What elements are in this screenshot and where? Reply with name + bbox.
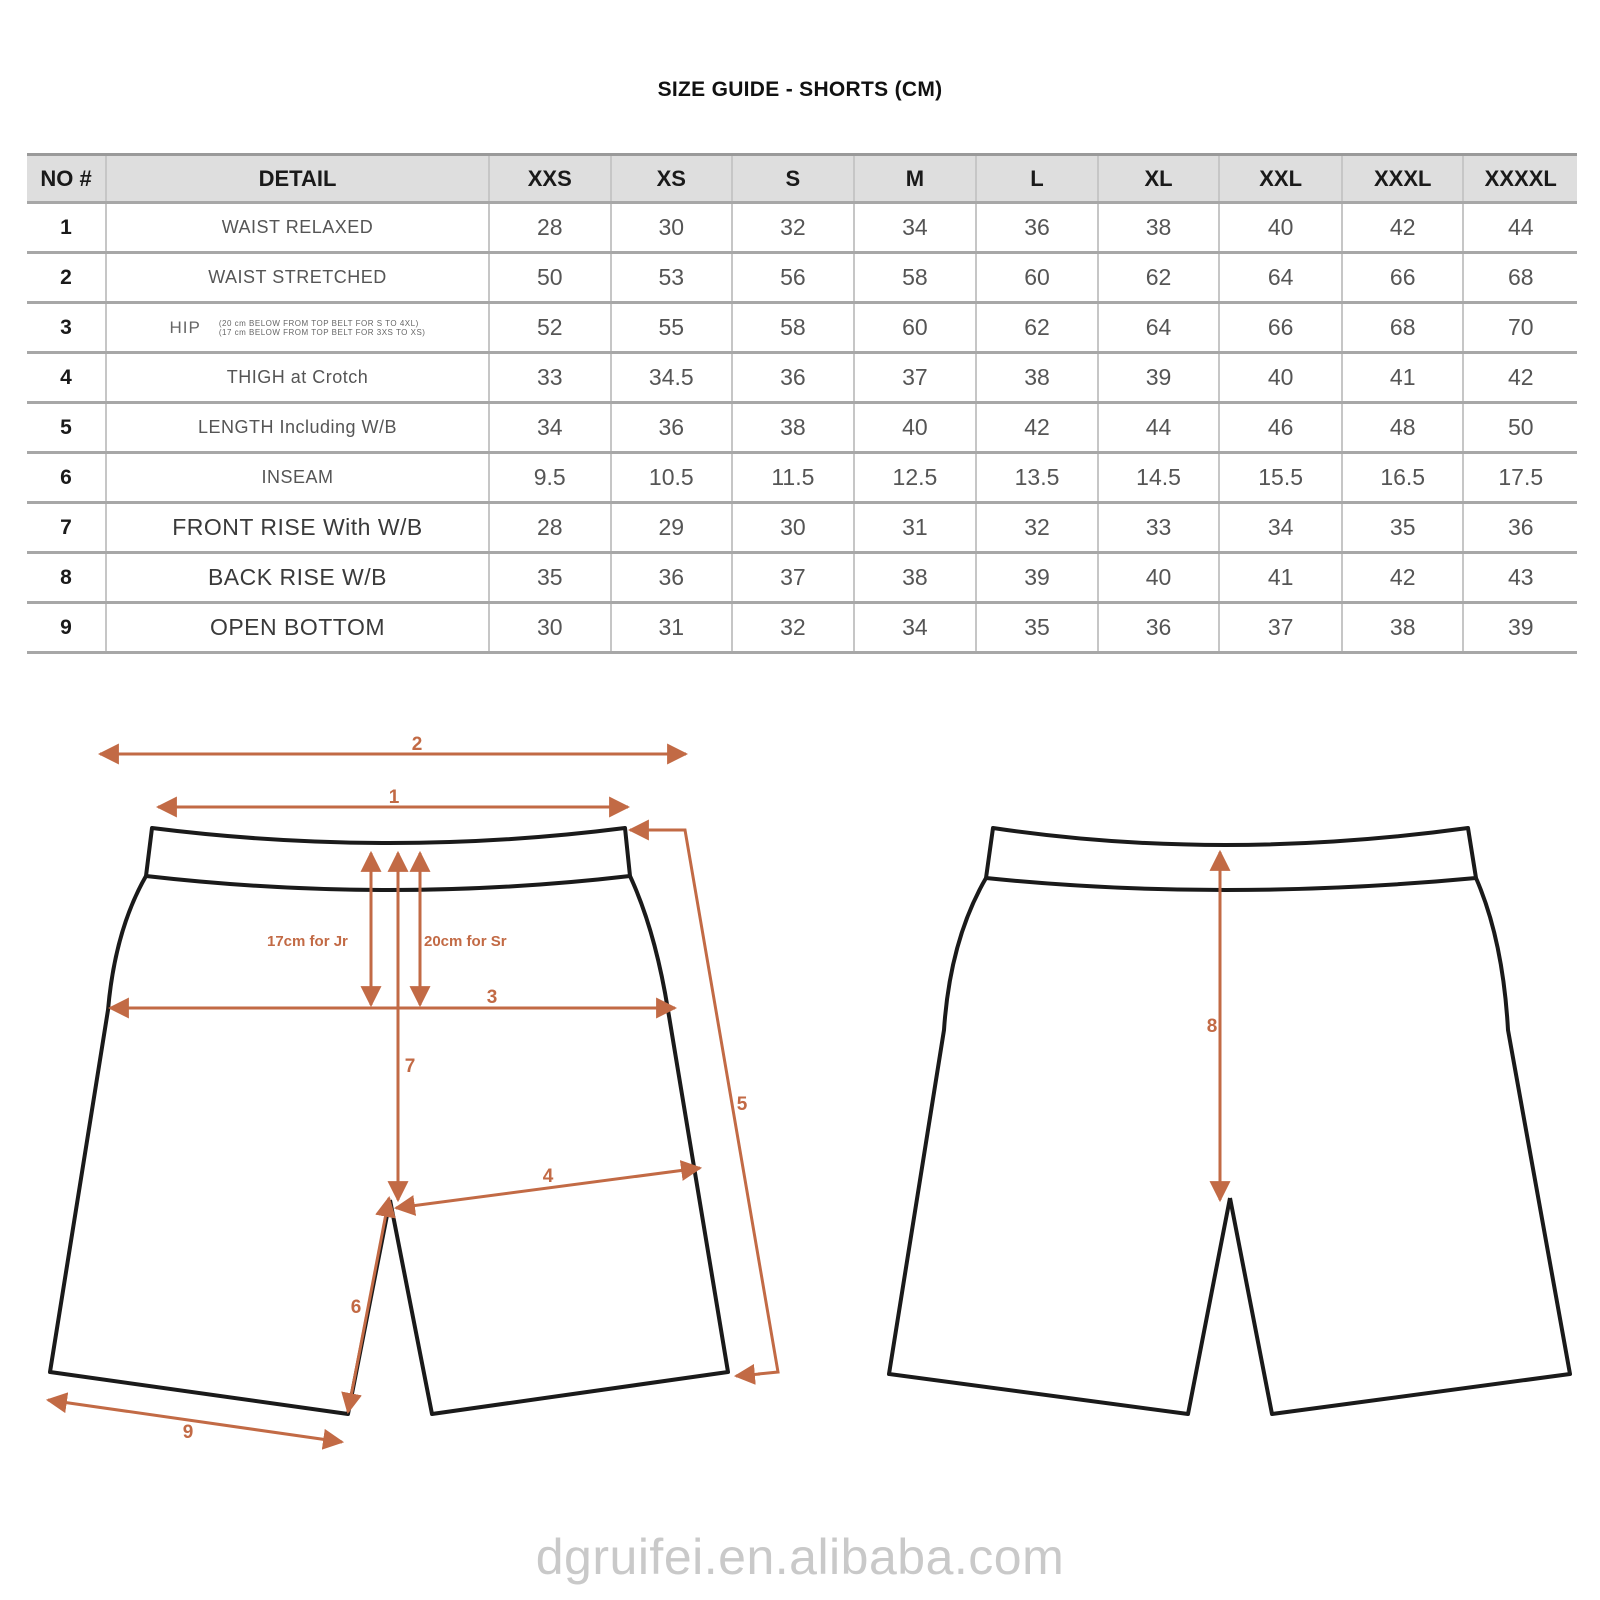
measurement-value: 64 <box>1098 303 1220 353</box>
measurement-value: 58 <box>854 253 977 303</box>
front-right-leg <box>390 876 728 1414</box>
measurement-value: 52 <box>489 303 611 353</box>
measurement-value: 9.5 <box>489 453 611 503</box>
back-shorts-outline <box>889 828 1570 1414</box>
header-size: XL <box>1098 155 1220 203</box>
measurement-value: 36 <box>732 353 854 403</box>
detail-cell: INSEAM <box>106 453 489 503</box>
row-number: 7 <box>27 503 106 553</box>
measurement-value: 33 <box>1098 503 1220 553</box>
measurement-value: 37 <box>1219 603 1342 653</box>
watermark: dgruifei.en.alibaba.com <box>535 1529 1065 1585</box>
front-shorts-outline <box>50 828 728 1414</box>
row-number: 9 <box>27 603 106 653</box>
measurement-value: 35 <box>976 603 1098 653</box>
measurement-value: 34 <box>1219 503 1342 553</box>
measurement-value: 60 <box>976 253 1098 303</box>
measurement-value: 38 <box>1342 603 1464 653</box>
label-7: 7 <box>404 1056 416 1077</box>
label-6: 6 <box>350 1297 362 1318</box>
detail-cell: THIGH at Crotch <box>106 353 489 403</box>
measurement-value: 36 <box>611 553 733 603</box>
measurement-value: 40 <box>1098 553 1220 603</box>
measurement-value: 38 <box>976 353 1098 403</box>
header-size: XXXXL <box>1463 155 1577 203</box>
measurement-value: 36 <box>1463 503 1577 553</box>
detail-cell: LENGTH Including W/B <box>106 403 489 453</box>
measurement-value: 68 <box>1342 303 1464 353</box>
hip-note-senior: (20 cm BELOW FROM TOP BELT FOR S TO 4XL) <box>218 318 419 328</box>
measurement-value: 62 <box>976 303 1098 353</box>
measurement-value: 64 <box>1219 253 1342 303</box>
measurement-value: 30 <box>732 503 854 553</box>
measurement-value: 39 <box>1463 603 1577 653</box>
row-number: 6 <box>27 453 106 503</box>
measurement-value: 36 <box>1098 603 1220 653</box>
measurement-value: 32 <box>732 203 854 253</box>
row-number: 2 <box>27 253 106 303</box>
hip-label: HIP <box>169 317 201 337</box>
measurement-value: 42 <box>976 403 1098 453</box>
row-number: 3 <box>27 303 106 353</box>
measurement-value: 40 <box>854 403 977 453</box>
header-size: XS <box>611 155 733 203</box>
detail-cell: OPEN BOTTOM <box>106 603 489 653</box>
measurement-value: 50 <box>1463 403 1577 453</box>
detail-cell: WAIST RELAXED <box>106 203 489 253</box>
measurement-value: 42 <box>1342 203 1464 253</box>
label-3: 3 <box>486 987 498 1008</box>
measurement-value: 15.5 <box>1219 453 1342 503</box>
measurement-value: 17.5 <box>1463 453 1577 503</box>
senior-rise-note: 20cm for Sr <box>424 933 507 950</box>
measurement-value: 42 <box>1463 353 1577 403</box>
measurement-value: 39 <box>1098 353 1220 403</box>
arrow-5-bottom-head <box>736 1374 760 1376</box>
measurement-value: 16.5 <box>1342 453 1464 503</box>
junior-rise-note: 17cm for Jr <box>267 933 348 950</box>
measurement-value: 39 <box>976 553 1098 603</box>
measurement-value: 32 <box>732 603 854 653</box>
measurement-value: 31 <box>611 603 733 653</box>
arrow-5-length <box>630 830 778 1374</box>
measurement-value: 38 <box>1098 203 1220 253</box>
measurement-value: 28 <box>489 503 611 553</box>
header-size: XXS <box>489 155 611 203</box>
measurement-value: 48 <box>1342 403 1464 453</box>
label-8: 8 <box>1206 1016 1218 1037</box>
measurement-value: 35 <box>1342 503 1464 553</box>
header-size: XXXL <box>1342 155 1464 203</box>
label-5: 5 <box>736 1094 748 1115</box>
measurement-value: 40 <box>1219 353 1342 403</box>
measurement-value: 62 <box>1098 253 1220 303</box>
measurement-value: 68 <box>1463 253 1577 303</box>
row-number: 5 <box>27 403 106 453</box>
measurement-value: 58 <box>732 303 854 353</box>
measurement-value: 66 <box>1342 253 1464 303</box>
measurement-value: 28 <box>489 203 611 253</box>
front-waistband <box>146 828 630 890</box>
back-right-leg <box>1230 878 1570 1414</box>
measurement-value: 34 <box>854 203 977 253</box>
back-waistband <box>986 828 1476 890</box>
measurement-value: 50 <box>489 253 611 303</box>
measurement-value: 29 <box>611 503 733 553</box>
measurement-value: 30 <box>611 203 733 253</box>
row-number: 4 <box>27 353 106 403</box>
header-size: XXL <box>1219 155 1342 203</box>
row-number: 8 <box>27 553 106 603</box>
label-4: 4 <box>542 1166 554 1187</box>
measurement-value: 31 <box>854 503 977 553</box>
measurement-value: 42 <box>1342 553 1464 603</box>
label-9: 9 <box>182 1422 194 1443</box>
measurement-value: 70 <box>1463 303 1577 353</box>
front-left-leg <box>50 876 390 1414</box>
measurement-value: 34 <box>489 403 611 453</box>
label-2: 2 <box>411 734 423 755</box>
hip-note-junior: (17 cm BELOW FROM TOP BELT FOR 3XS TO XS) <box>218 327 426 337</box>
measurement-value: 55 <box>611 303 733 353</box>
measurement-value: 36 <box>976 203 1098 253</box>
header-no: NO # <box>27 155 106 203</box>
measurement-value: 34.5 <box>611 353 733 403</box>
measurement-value: 37 <box>732 553 854 603</box>
measurement-value: 41 <box>1342 353 1464 403</box>
measurement-value: 60 <box>854 303 977 353</box>
header-size: M <box>854 155 977 203</box>
header-size: S <box>732 155 854 203</box>
measurement-value: 46 <box>1219 403 1342 453</box>
measurement-value: 34 <box>854 603 977 653</box>
detail-cell: BACK RISE W/B <box>106 553 489 603</box>
measurement-value: 40 <box>1219 203 1342 253</box>
measurement-value: 44 <box>1463 203 1577 253</box>
measurement-value: 37 <box>854 353 977 403</box>
measurement-value: 36 <box>611 403 733 453</box>
back-left-leg <box>889 878 1230 1414</box>
measurement-value: 35 <box>489 553 611 603</box>
label-1: 1 <box>388 787 400 808</box>
row-number: 1 <box>27 203 106 253</box>
measurement-value: 43 <box>1463 553 1577 603</box>
measurement-value: 44 <box>1098 403 1220 453</box>
measurement-value: 30 <box>489 603 611 653</box>
measurement-value: 13.5 <box>976 453 1098 503</box>
measurement-value: 12.5 <box>854 453 977 503</box>
measurement-value: 66 <box>1219 303 1342 353</box>
measurement-value: 33 <box>489 353 611 403</box>
measurement-value: 41 <box>1219 553 1342 603</box>
measurement-value: 32 <box>976 503 1098 553</box>
header-detail: DETAIL <box>106 155 489 203</box>
header-size: L <box>976 155 1098 203</box>
measurement-value: 38 <box>732 403 854 453</box>
measurement-value: 11.5 <box>732 453 854 503</box>
measurement-value: 14.5 <box>1098 453 1220 503</box>
measurement-value: 56 <box>732 253 854 303</box>
measurement-value: 53 <box>611 253 733 303</box>
page-title: SIZE GUIDE - SHORTS (CM) <box>657 78 943 101</box>
measurement-value: 38 <box>854 553 977 603</box>
measurement-value: 10.5 <box>611 453 733 503</box>
detail-cell: WAIST STRETCHED <box>106 253 489 303</box>
detail-cell: FRONT RISE With W/B <box>106 503 489 553</box>
